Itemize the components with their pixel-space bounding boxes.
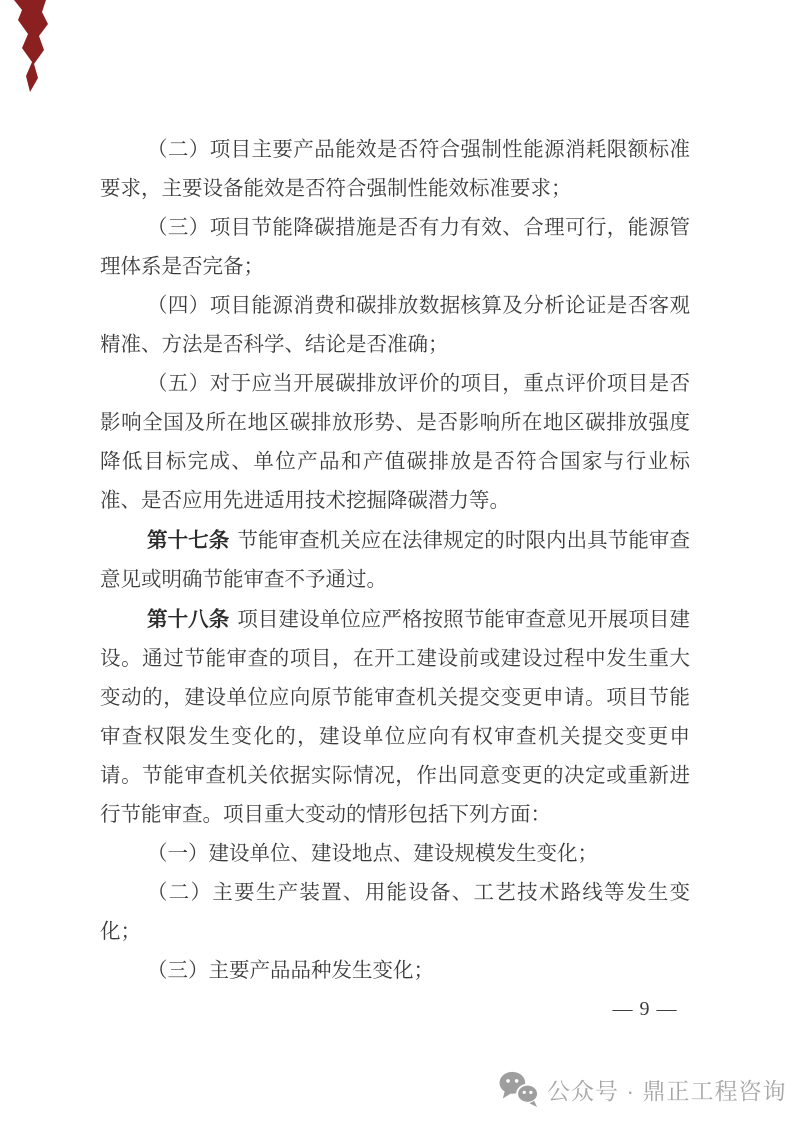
text-line xyxy=(100,757,690,796)
text-run: 影响全国及所在地区碳排放形势、是否影响所在地区碳排放强度 xyxy=(100,412,690,434)
wechat-icon-shapes xyxy=(500,1072,538,1107)
text-line xyxy=(100,874,690,913)
article-heading: 第十七条 xyxy=(147,529,230,552)
text-run: 请。节能审查机关依据实际情况，作出同意变更的决定或重新进 xyxy=(100,765,690,787)
document-body xyxy=(100,131,690,991)
text-run: 审查权限发生变化的，建设单位应向有权审查机关提交变更申 xyxy=(100,726,690,748)
wechat-icon xyxy=(498,1070,540,1108)
text-line xyxy=(100,835,690,874)
text-line xyxy=(100,482,690,521)
text-run: 化； xyxy=(100,921,141,943)
text-line xyxy=(100,248,690,287)
text-run: 理体系是否完备； xyxy=(100,256,264,278)
text-run: 行节能审查。项目重大变动的情形包括下列方面： xyxy=(100,804,551,826)
text-line xyxy=(100,561,690,600)
text-run: 降低目标完成、单位产品和产值碳排放是否符合国家与行业标 xyxy=(100,451,690,473)
text-line xyxy=(100,718,690,757)
text-run: 项目建设单位应严格按照节能审查意见开展项目建 xyxy=(237,609,691,631)
text-line xyxy=(100,521,690,561)
text-line xyxy=(100,287,690,326)
text-run: （三）主要产品品种发生变化； xyxy=(147,960,434,982)
text-line xyxy=(100,404,690,443)
text-line xyxy=(100,170,690,209)
text-run: （五）对于应当开展碳排放评价的项目，重点评价项目是否 xyxy=(147,373,690,395)
text-run: 精准、方法是否科学、结论是否准确； xyxy=(100,334,449,356)
text-run: 变动的，建设单位应向原节能审查机关提交变更申请。项目节能 xyxy=(100,687,690,709)
text-run: 设。通过节能审查的项目，在开工建设前或建设过程中发生重大 xyxy=(100,648,690,670)
corner-ink-mark xyxy=(8,0,60,98)
text-run: （二）主要生产装置、用能设备、工艺技术路线等发生变 xyxy=(147,882,690,904)
text-line xyxy=(100,679,690,718)
text-run: （三）项目节能降碳措施是否有力有效、合理可行，能源管 xyxy=(147,217,690,239)
corner-ink-path xyxy=(14,0,48,92)
text-line xyxy=(100,326,690,365)
text-line xyxy=(100,365,690,404)
text-run: 意见或明确节能审查不予通过。 xyxy=(100,569,387,591)
text-run: （一）建设单位、建设地点、建设规模发生变化； xyxy=(147,843,598,865)
article-heading: 第十八条 xyxy=(147,608,230,631)
text-line xyxy=(100,640,690,679)
text-run: 节能审查机关应在法律规定的时限内出具节能审查 xyxy=(237,530,691,552)
text-line xyxy=(100,913,690,952)
page-number: — 9 — xyxy=(612,998,678,1020)
text-line xyxy=(100,443,690,482)
text-line xyxy=(100,952,690,991)
text-line xyxy=(100,796,690,835)
text-run: 要求，主要设备能效是否符合强制性能效标准要求； xyxy=(100,178,572,200)
text-line xyxy=(100,131,690,170)
text-run: 准、是否应用先进适用技术挖掘降碳潜力等。 xyxy=(100,490,510,512)
text-run: （四）项目能源消费和碳排放数据核算及分析论证是否客观 xyxy=(147,295,690,317)
text-run: （二）项目主要产品能效是否符合强制性能源消耗限额标准 xyxy=(147,139,690,161)
text-line xyxy=(100,209,690,248)
text-line xyxy=(100,600,690,640)
wechat-watermark xyxy=(498,1070,786,1108)
wechat-watermark-label: 公众号 · 鼎正工程咨询 xyxy=(547,1077,787,1104)
